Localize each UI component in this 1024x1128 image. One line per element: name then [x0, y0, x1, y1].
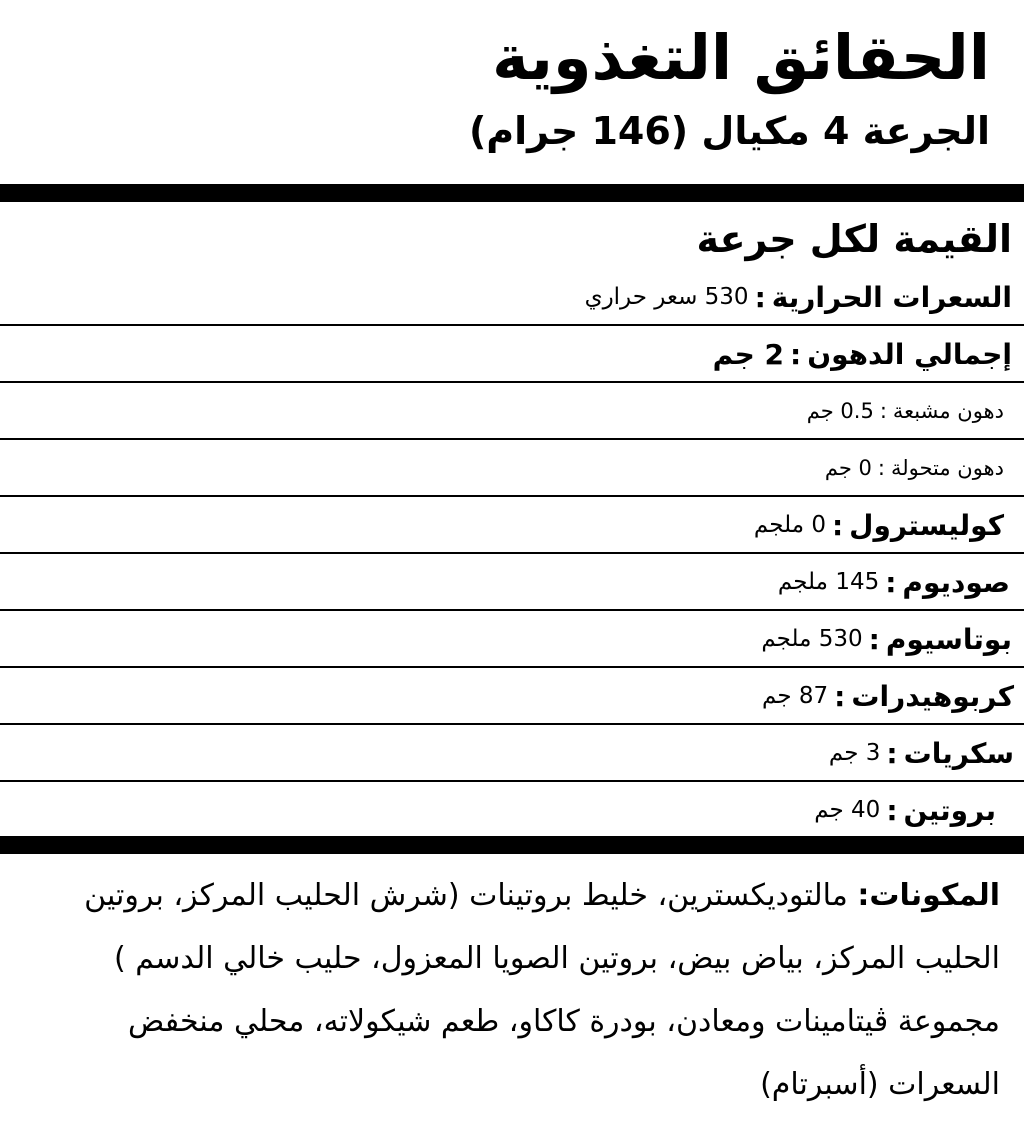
- nutrient-row-total-fat: [0, 327, 1024, 383]
- nutrient-value: 40 جم: [814, 797, 881, 823]
- nutrient-separator: :: [877, 456, 885, 480]
- nutrient-value: 0 ملجم: [753, 512, 826, 538]
- nutrient-value: 87 جم: [762, 683, 829, 709]
- nutrient-separator: :: [879, 399, 887, 423]
- ingredients-label: المكونات:: [857, 878, 1000, 913]
- nutrient-label: إجمالي الدهون: [807, 337, 1012, 371]
- nutrient-label: كوليسترول: [849, 508, 1004, 542]
- nutrient-row-cholesterol: [0, 498, 1024, 554]
- nutrient-separator: :: [834, 679, 846, 713]
- nutrient-separator: :: [885, 565, 897, 599]
- serving-size: الجرعة 4 مكيال (146 جرام): [468, 109, 990, 153]
- top-divider-bar: [0, 184, 1024, 202]
- nutrient-separator: :: [886, 736, 898, 770]
- nutrient-value: 2 جم: [712, 337, 784, 371]
- nutrient-separator: :: [831, 508, 844, 542]
- nutrient-label: بوتاسيوم: [885, 622, 1012, 656]
- nutrient-label: دهون مشبعة: [892, 399, 1004, 423]
- nutrient-label: سكريات: [903, 736, 1014, 770]
- nutrient-label: بروتين: [903, 793, 996, 827]
- nutrient-row-carbohydrates: [0, 669, 1024, 725]
- nutrient-value: 530 ملجم: [761, 626, 863, 652]
- bottom-divider-bar: [0, 836, 1024, 854]
- nutrient-row-sodium: [0, 555, 1024, 611]
- per-serving-heading: القيمة لكل جرعة: [696, 217, 1012, 261]
- nutrient-value: 0 جم: [824, 456, 872, 480]
- nutrient-row-protein: [0, 782, 1024, 838]
- nutrient-separator: :: [754, 280, 766, 314]
- ingredients-text: مالتوديكسترين، خليط بروتينات (شرش الحليب المركز، بروتين الحليب المركز، بياض بيض، بروتين الصويا المعزول، حليب خالي الدسم ) مجموعة ڤيتامينات ومعادن، بودرة كاكاو، طعم شيكولاته، محلي منخفض السعرات (أسبرتام): [84, 878, 1000, 1102]
- nutrient-value: 0.5 جم: [806, 399, 874, 423]
- nutrient-row-trans-fat: [0, 441, 1024, 497]
- nutrient-label: صوديوم: [902, 565, 1010, 599]
- nutrient-separator: :: [789, 337, 802, 371]
- nutrient-separator: :: [868, 622, 880, 656]
- nutrient-row-calories: [0, 270, 1024, 326]
- nutrient-label: السعرات الحرارية: [771, 280, 1012, 314]
- nutrient-value: 145 ملجم: [777, 569, 880, 595]
- nutrient-value: 530 سعر حراري: [584, 284, 749, 310]
- label-title: الحقائق التغذوية: [492, 21, 990, 94]
- ingredients-paragraph: [40, 864, 1000, 1116]
- nutrient-row-sugars: [0, 726, 1024, 782]
- nutrient-row-potassium: [0, 612, 1024, 668]
- nutrient-separator: :: [886, 793, 898, 827]
- nutrient-value: 3 جم: [828, 740, 881, 766]
- nutrient-label: كربوهيدرات: [851, 679, 1014, 713]
- nutrient-label: دهون متحولة: [890, 456, 1004, 480]
- nutrient-row-saturated-fat: [0, 384, 1024, 440]
